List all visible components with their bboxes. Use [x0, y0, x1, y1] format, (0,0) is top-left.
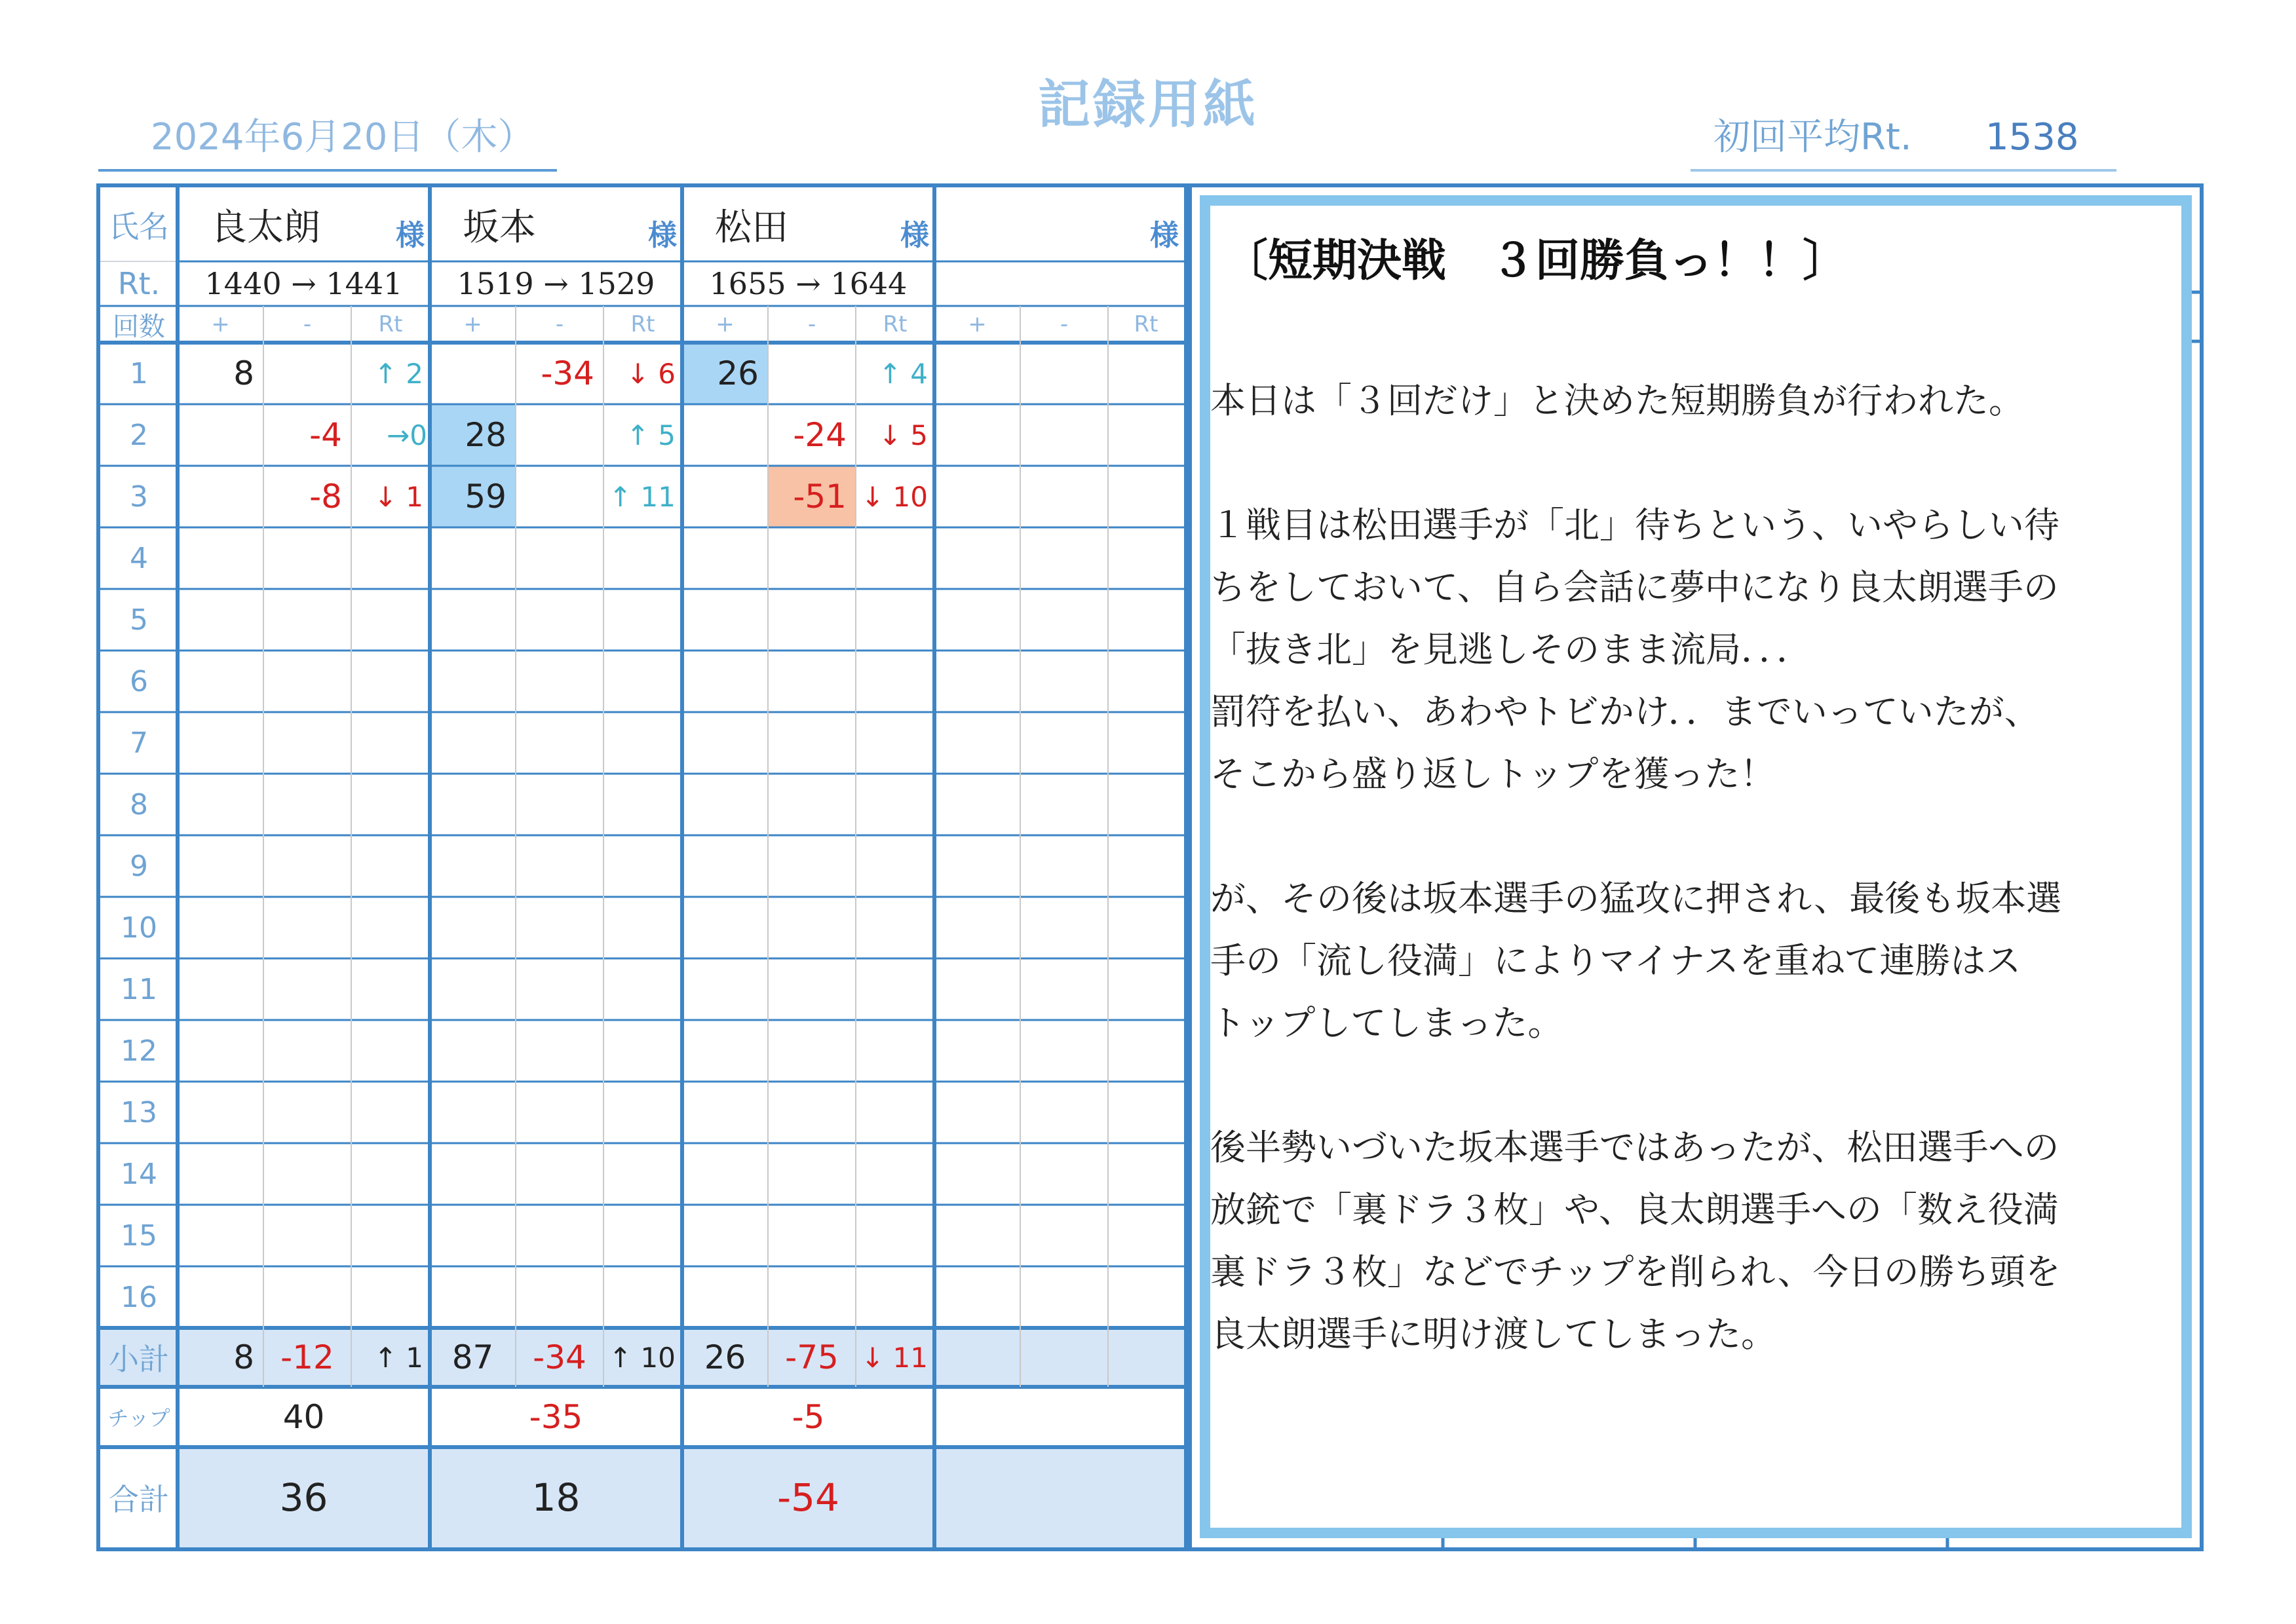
player-name: 良太朗	[210, 206, 320, 249]
name-label: 氏名	[109, 208, 169, 244]
round-number: 2	[130, 418, 148, 452]
sama-label: 様	[396, 219, 425, 252]
total-value: -54	[777, 1475, 839, 1520]
notes-heading: 〔短期決戦 ３回勝負っ！！〕	[1223, 235, 1848, 287]
chip-value: -5	[792, 1398, 825, 1436]
notes-line: 手の「流し役満」によりマイナスを重ねて連勝はス	[1210, 940, 2021, 981]
score-sheet	[96, 183, 1188, 1551]
minus-header: -	[807, 311, 816, 337]
minus-cell: -24	[793, 416, 847, 454]
plus-header: +	[716, 311, 735, 337]
round-number: 16	[121, 1280, 157, 1314]
notes-line: 良太朗選手に明け渡してしまった。	[1210, 1313, 1776, 1355]
notes-line: 後半勢いづいた坂本選手ではあったが、松田選手への	[1210, 1127, 2059, 1168]
minus-header: -	[303, 311, 312, 337]
total-value: 18	[531, 1475, 581, 1520]
minus-cell: -8	[309, 478, 342, 516]
rt-change: 1440 → 1441	[204, 266, 403, 301]
minus-cell: -12	[280, 1338, 334, 1376]
initial-avg-value: 1538	[1985, 116, 2079, 159]
chip-label: チップ	[107, 1406, 170, 1431]
minus-cell: -34	[533, 1338, 586, 1376]
rt-cell: ↓ 6	[626, 357, 676, 390]
minus-cell: -4	[309, 416, 342, 454]
round-label: 回数	[113, 311, 165, 342]
rt-label: Rt.	[117, 266, 161, 301]
rt-cell: ↓ 11	[861, 1341, 928, 1374]
notes-line: そこから盛り返しトップを獲った！	[1210, 753, 1776, 795]
round-number: 13	[121, 1095, 157, 1129]
initial-avg-rt	[1691, 111, 2116, 172]
round-number: 7	[130, 726, 148, 760]
rt-cell: ↑ 4	[878, 357, 928, 390]
notes-body	[1210, 369, 2180, 1365]
notes-line: 本日は「３回だけ」と決めた短期勝負が行われた。	[1210, 380, 2024, 421]
initial-avg-label: 初回平均Rt.	[1713, 116, 1912, 159]
minus-cell: -51	[768, 466, 856, 527]
round-number: 14	[121, 1157, 157, 1191]
rt-header: Rt	[1134, 311, 1158, 337]
notes-line	[1210, 1054, 2180, 1116]
player-name: 松田	[715, 206, 788, 249]
minus-header: -	[555, 311, 564, 337]
rt-cell: →0	[387, 419, 427, 451]
rt-cell: ↑ 5	[626, 419, 676, 451]
total-label: 合計	[100, 1447, 178, 1547]
rt-cell: ↑ 10	[609, 1341, 676, 1374]
minus-cell: -75	[785, 1338, 839, 1376]
rt-cell: ↓ 5	[878, 419, 928, 451]
notes-line: トップしてしまった。	[1210, 1002, 1563, 1044]
plus-cell: 26	[704, 1338, 746, 1376]
plus-cell: 87	[451, 1338, 494, 1376]
notes-line: 「抜き北」を見逃しそのまま流局．．．	[1210, 629, 1812, 670]
notes-line: １戦目は松田選手が「北」待ちという、いやらしい待	[1210, 504, 2059, 546]
rt-header: Rt	[883, 311, 908, 337]
notes-line: 裏ドラ３枚」などでチップを削られ、今日の勝ち頭を	[1210, 1251, 2061, 1293]
subtotal-label: 小計	[109, 1342, 169, 1377]
round-number: 4	[130, 541, 148, 575]
page-title: 記録用紙	[1038, 74, 1258, 135]
round-number: 8	[130, 787, 148, 821]
plus-cell: 28	[430, 404, 516, 466]
rt-cell: ↑ 2	[373, 357, 423, 390]
date-field: 2024年6月20日（木）	[98, 111, 557, 172]
notes-panel	[1188, 183, 2204, 1551]
grid-lines	[100, 187, 1184, 1547]
round-number: 15	[121, 1218, 157, 1253]
round-number: 12	[121, 1034, 157, 1068]
plus-cell: 59	[430, 466, 516, 527]
plus-cell: 8	[233, 1338, 254, 1376]
chip-value: 40	[282, 1398, 325, 1436]
notes-line: ちをしておいて、自ら会話に夢中になり良太朗選手の	[1210, 567, 2059, 608]
rt-cell: ↑ 11	[609, 480, 676, 513]
round-number: 10	[121, 911, 157, 945]
player-name: 坂本	[463, 206, 536, 249]
total-value: 36	[279, 1475, 328, 1520]
rt-cell: ↓ 1	[373, 480, 423, 513]
minus-cell: -34	[541, 354, 594, 392]
plus-cell: 26	[682, 343, 768, 404]
minus-header: -	[1060, 311, 1069, 337]
notes-line	[1210, 805, 2180, 867]
rt-cell: ↓ 10	[861, 480, 928, 513]
sama-label: 様	[900, 219, 929, 252]
plus-header: +	[463, 311, 482, 337]
notes-line: 罰符を払い、あわやトビかけ．．までいっていたが、	[1210, 691, 2040, 732]
notes-frame	[1200, 195, 2192, 1538]
sama-label: 様	[648, 219, 677, 252]
plus-cell: 8	[233, 354, 254, 392]
rt-header: Rt	[630, 311, 655, 337]
rt-change: 1655 → 1644	[709, 266, 908, 301]
round-number: 6	[130, 664, 148, 698]
chip-value: -35	[529, 1398, 583, 1436]
round-number: 3	[130, 480, 148, 514]
round-number: 5	[130, 603, 148, 637]
sama-label: 様	[1150, 219, 1179, 252]
round-number: 1	[130, 356, 148, 390]
round-number: 11	[121, 972, 157, 1006]
plus-header: +	[211, 311, 230, 337]
notes-line: 放銃で「裏ドラ３枚」や、良太朗選手への「数え役満	[1210, 1189, 2059, 1230]
notes-line: が、その後は坂本選手の猛攻に押され、最後も坂本選	[1210, 878, 2062, 919]
notes-line	[1210, 432, 2180, 494]
rt-change: 1519 → 1529	[457, 266, 655, 301]
round-number: 9	[130, 849, 148, 883]
rt-cell: ↑ 1	[373, 1341, 423, 1374]
rt-header: Rt	[378, 311, 403, 337]
plus-header: +	[968, 311, 987, 337]
